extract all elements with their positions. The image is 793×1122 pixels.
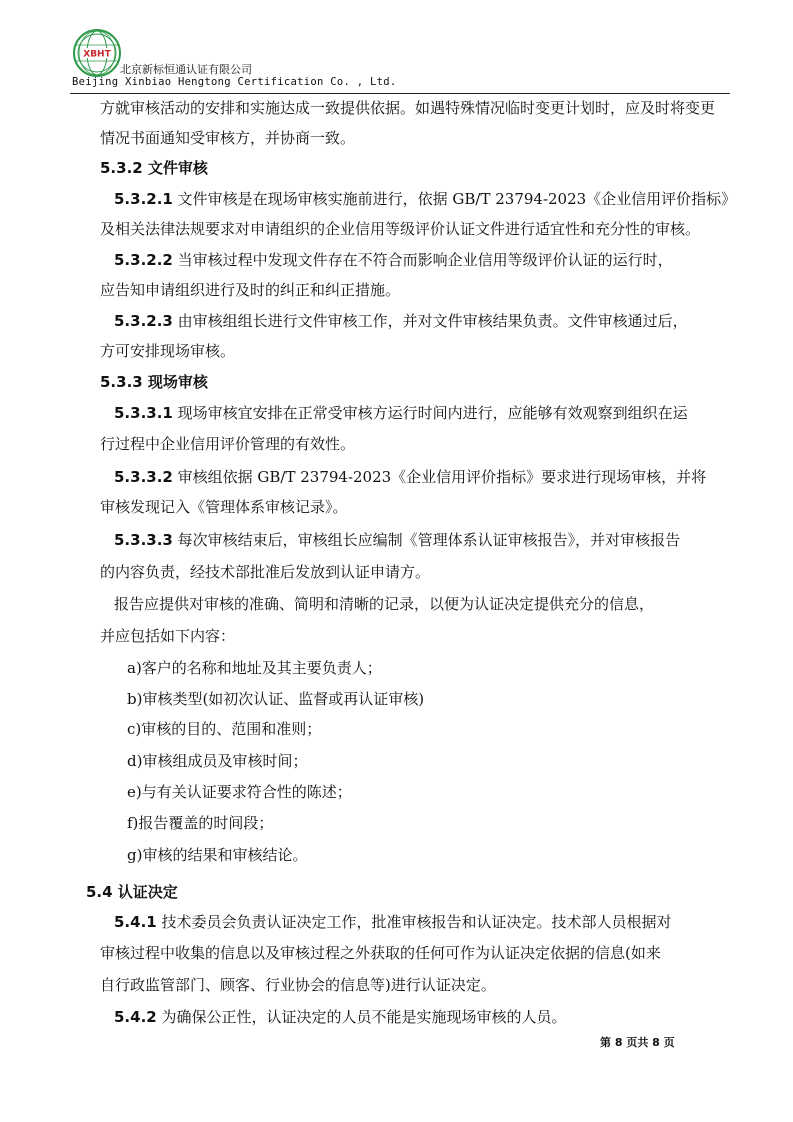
paragraph-line: 及相关法律法规要求对申请组织的企业信用等级评价认证文件进行适宜性和充分性的审核。 bbox=[100, 220, 701, 238]
clause-text: 现场审核宜安排在正常受审核方运行时间内进行，应能够有效观察到组织在运 bbox=[177, 404, 688, 422]
paragraph-line: 情况书面通知受审核方，并协商一致。 bbox=[100, 129, 356, 147]
clause-5-4-1 bbox=[114, 912, 672, 932]
company-logo-icon bbox=[72, 28, 122, 78]
clause-text: 为确保公正性，认证决定的人员不能是实施现场审核的人员。 bbox=[161, 1008, 567, 1026]
clause-number: 5.3.2.1 bbox=[114, 190, 173, 208]
section-heading-5-4: 5.4 认证决定 bbox=[86, 883, 178, 901]
clause-number: 5.3.3.1 bbox=[114, 404, 173, 422]
clause-5-4-2 bbox=[114, 1007, 567, 1027]
clause-5-3-2-3 bbox=[114, 311, 688, 331]
paragraph-line: 并应包括如下内容： bbox=[100, 627, 236, 645]
paragraph-line: 方就审核活动的安排和实施达成一致提供依据。如遇特殊情况临时变更计划时，应及时将变更 bbox=[100, 99, 716, 117]
clause-text: 技术委员会负责认证决定工作，批准审核报告和认证决定。技术部人员根据对 bbox=[161, 913, 672, 931]
paragraph-line: 方可安排现场审核。 bbox=[100, 342, 236, 360]
clause-5-3-3-2 bbox=[114, 467, 706, 487]
clause-5-3-2-2 bbox=[114, 250, 673, 270]
paragraph-line: 行过程中企业信用评价管理的有效性。 bbox=[100, 435, 356, 453]
list-item: a)客户的名称和地址及其主要负责人； bbox=[127, 659, 382, 677]
section-heading-5-3-2: 5.3.2 文件审核 bbox=[100, 159, 208, 177]
list-item: f)报告覆盖的时间段； bbox=[127, 814, 274, 832]
clause-number: 5.3.3.2 bbox=[114, 468, 173, 486]
list-item: e)与有关认证要求符合性的陈述； bbox=[127, 783, 352, 801]
list-item: b)审核类型(如初次认证、监督或再认证审核) bbox=[127, 690, 425, 708]
clause-text: 文件审核是在现场审核实施前进行，依据 GB/T 23794-2023《企业信用评价指标》 bbox=[177, 190, 737, 208]
company-name-cn: 北京新标恒通认证有限公司 bbox=[120, 63, 252, 76]
paragraph-line: 审核发现记入《管理体系审核记录》。 bbox=[100, 498, 348, 516]
page-header bbox=[70, 28, 730, 94]
clause-number: 5.3.2.2 bbox=[114, 251, 173, 269]
list-item: d)审核组成员及审核时间； bbox=[127, 752, 308, 770]
clause-number: 5.3.2.3 bbox=[114, 312, 173, 330]
page-number: 第 8 页共 8 页 bbox=[600, 1036, 675, 1049]
clause-text: 每次审核结束后，审核组长应编制《管理体系认证审核报告》，并对审核报告 bbox=[177, 531, 681, 549]
paragraph-line: 审核过程中收集的信息以及审核过程之外获取的任何可作为认证决定依据的信息(如来 bbox=[100, 944, 661, 962]
clause-5-3-3-1 bbox=[114, 403, 688, 423]
section-heading-5-3-3: 5.3.3 现场审核 bbox=[100, 373, 208, 391]
logo-text: XBHT bbox=[83, 49, 111, 60]
header-divider bbox=[70, 93, 730, 94]
clause-text: 由审核组组长进行文件审核工作，并对文件审核结果负责。文件审核通过后， bbox=[177, 312, 688, 330]
clause-5-3-2-1 bbox=[114, 189, 736, 209]
clause-number: 5.3.3.3 bbox=[114, 531, 173, 549]
paragraph-line: 应告知申请组织进行及时的纠正和纠正措施。 bbox=[100, 281, 401, 299]
list-item: g)审核的结果和审核结论。 bbox=[127, 846, 308, 864]
paragraph-line: 自行政监管部门、顾客、行业协会的信息等)进行认证决定。 bbox=[100, 976, 496, 994]
clause-5-3-3-3 bbox=[114, 530, 680, 550]
company-name-en: Beijing Xinbiao Hengtong Certification Co. , Ltd. bbox=[72, 76, 397, 88]
clause-text: 审核组依据 GB/T 23794-2023《企业信用评价指标》要求进行现场审核，并将 bbox=[177, 468, 707, 486]
clause-text: 当审核过程中发现文件存在不符合而影响企业信用等级评价认证的运行时， bbox=[177, 251, 673, 269]
paragraph-line: 报告应提供对审核的准确、简明和清晰的记录，以便为认证决定提供充分的信息， bbox=[114, 595, 655, 613]
clause-number: 5.4.1 bbox=[114, 913, 157, 931]
list-item: c)审核的目的、范围和准则； bbox=[127, 720, 322, 738]
clause-number: 5.4.2 bbox=[114, 1008, 157, 1026]
paragraph-line: 的内容负责，经技术部批准后发放到认证申请方。 bbox=[100, 563, 431, 581]
